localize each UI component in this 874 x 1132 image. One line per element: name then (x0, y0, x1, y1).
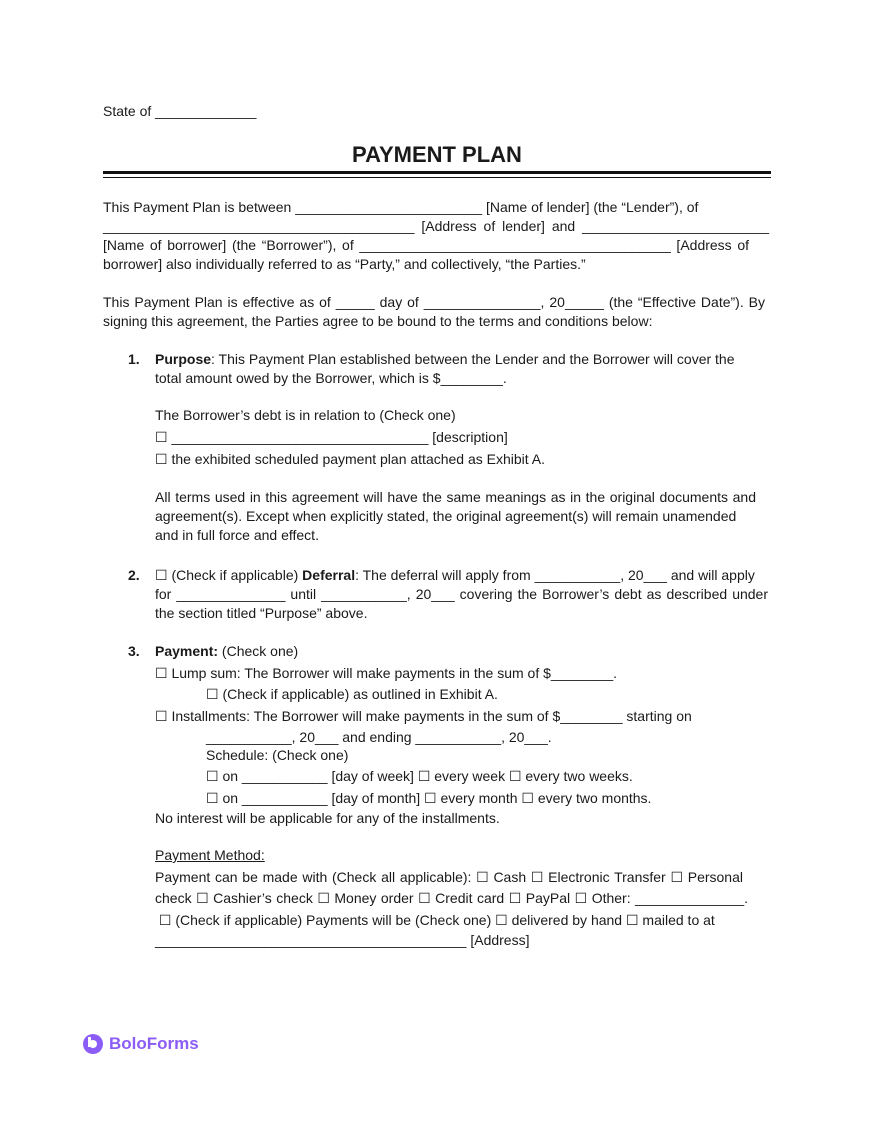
exhibit-option[interactable]: ☐ (Check if applicable) as outlined in Exhibit A. (206, 686, 498, 702)
checkbox-option-description[interactable]: ☐ _________________________________ [description] (155, 429, 508, 445)
deferral-line (155, 566, 755, 585)
deferral-line: for ______________ until ___________, 20___ covering the Borrower’s debt as described under (155, 586, 768, 602)
payment-method-line[interactable]: check ☐ Cashier’s check ☐ Money order ☐ Credit card ☐ PayPal ☐ Other: ______________. (155, 890, 748, 906)
section-number: 2. (128, 567, 140, 583)
payment-heading-note: (Check one) (218, 643, 299, 659)
payment-delivery-line[interactable]: ☐ (Check if applicable) Payments will be (Check one) ☐ delivered by hand ☐ mailed to at (155, 912, 715, 928)
intro-line: This Payment Plan is between ________________________ [Name of lender] (the “Lender”), of (103, 199, 699, 215)
purpose-line (155, 350, 735, 369)
terms-line: and in full force and effect. (155, 527, 319, 543)
section-number: 3. (128, 643, 140, 659)
title-rule-thick (103, 171, 771, 174)
document-title: PAYMENT PLAN (352, 142, 522, 167)
weekly-option[interactable]: ☐ on ___________ [day of week] ☐ every week ☐ every two weeks. (206, 768, 633, 784)
logo-text: BoloForms (109, 1034, 199, 1053)
section-number: 1. (128, 351, 140, 367)
payment-method-line[interactable]: Payment can be made with (Check all applicable): ☐ Cash ☐ Electronic Transfer ☐ Personal (155, 869, 743, 885)
deferral-line: the section titled “Purpose” above. (155, 605, 368, 621)
lump-sum-option[interactable]: ☐ Lump sum: The Borrower will make payments in the sum of $________. (155, 665, 618, 681)
purpose-text: : This Payment Plan established between the Lender and the Borrower will cover the (211, 351, 735, 367)
boloforms-logo (83, 1034, 199, 1054)
purpose-heading: Purpose (155, 351, 212, 367)
effective-line: This Payment Plan is effective as of _____ day of _______________, 20_____ (the “Effective Date”). By (103, 294, 765, 310)
installments-option[interactable]: ☐ Installments: The Borrower will make payments in the sum of $________ starting on (155, 708, 692, 724)
deferral-checkbox[interactable]: ☐ (Check if applicable) (155, 567, 303, 583)
payment-heading-line (155, 642, 298, 661)
intro-line: ________________________________________ [Address of lender] and ________________________ (103, 218, 769, 234)
payment-method-heading: Payment Method: (155, 847, 265, 863)
boloforms-logo-icon (83, 1034, 103, 1054)
purpose-line: total amount owed by the Borrower, which is $________. (155, 370, 507, 386)
checkbox-option-exhibit[interactable]: ☐ the exhibited scheduled payment plan attached as Exhibit A. (155, 451, 546, 467)
title-rule-thin (103, 177, 771, 178)
schedule-label: Schedule: (Check one) (206, 747, 349, 763)
intro-line: borrower] also individually referred to as “Party,” and collectively, “the Parties.” (103, 256, 586, 272)
deferral-text: : The deferral will apply from ___________, 20___ and will apply (355, 567, 755, 583)
intro-line: [Name of borrower] (the “Borrower”), of ________________________________________ [Address of (103, 237, 749, 253)
interest-note: No interest will be applicable for any of the installments. (155, 810, 500, 826)
terms-line: All terms used in this agreement will have the same meanings as in the original documents and (155, 489, 756, 505)
payment-heading: Payment: (155, 643, 219, 659)
monthly-option[interactable]: ☐ on ___________ [day of month] ☐ every month ☐ every two months. (206, 790, 652, 806)
effective-line: signing this agreement, the Parties agree to be bound to the terms and conditions below: (103, 313, 653, 329)
address-line: ________________________________________ [Address] (155, 932, 530, 948)
deferral-heading: Deferral (302, 567, 356, 583)
installments-dates: ___________, 20___ and ending ___________, 20___. (206, 729, 552, 745)
check-intro: The Borrower’s debt is in relation to (Check one) (155, 407, 456, 423)
state-line: State of _____________ (103, 103, 257, 119)
terms-line: agreement(s). Except when explicitly stated, the original agreement(s) will remain unamended (155, 508, 737, 524)
